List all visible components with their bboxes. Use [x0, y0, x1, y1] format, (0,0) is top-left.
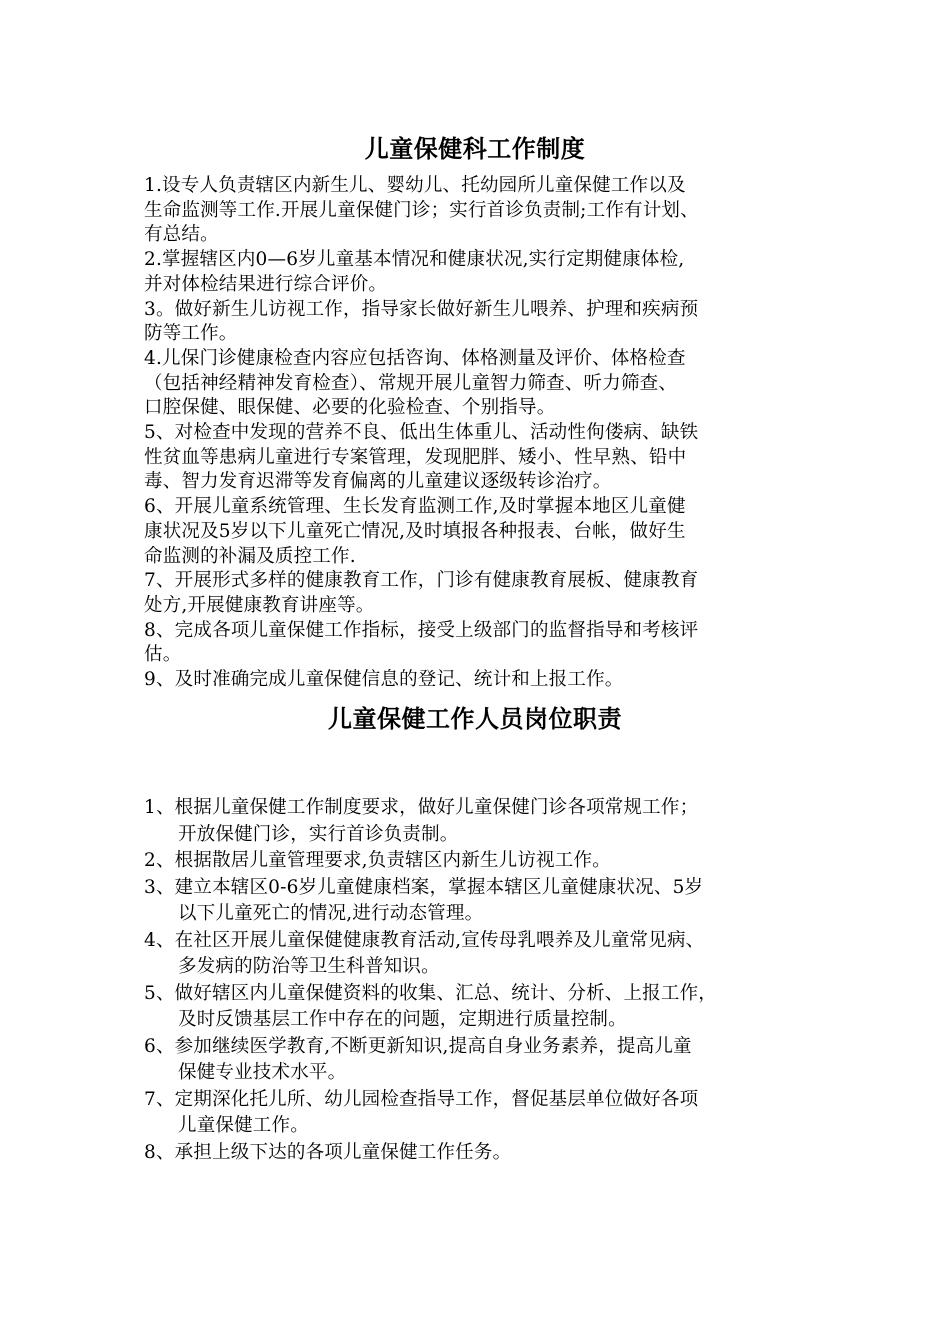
rule-line: 1.设专人负责辖区内新生儿、婴幼儿、托幼园所儿童保健工作以及: [144, 175, 686, 196]
duty-item: [144, 1140, 834, 1167]
rule-line: 估。: [144, 644, 182, 666]
rule-line: 5、对检查中发现的营养不良、低出生体重儿、活动性佝偻病、缺铁: [144, 422, 699, 444]
duty-item-continuation: 开放保健门诊，实行首诊负责制。: [178, 823, 459, 845]
rule-line: 并对体检结果进行综合评价。: [144, 273, 388, 295]
duty-item: [144, 928, 834, 981]
duty-item-line: 7、定期深化托儿所、幼儿园检查指导工作，督促基层单位做好各项: [144, 1088, 699, 1110]
rule-line: 6、开展儿童系统管理、生长发育监测工作,及时掌握本地区儿童健: [144, 496, 686, 518]
duty-item: [144, 1087, 834, 1140]
rule-line: 性贫血等患病儿童进行专案管理，发现肥胖、矮小、性早熟、铅中: [144, 446, 687, 468]
duty-item: [144, 848, 834, 875]
duty-item-line: 5、做好辖区内儿童保健资料的收集、汇总、统计、分析、上报工作，: [144, 982, 717, 1004]
duties-section: [144, 795, 834, 1166]
duty-item-continuation: 多发病的防治等卫生科普知识。: [178, 956, 440, 977]
duty-item: [144, 981, 834, 1034]
duty-item-line: 1、根据儿童保健工作制度要求，做好儿童保健门诊各项常规工作；: [144, 797, 699, 818]
rule-line: 防等工作。: [144, 323, 238, 345]
duty-item-line: 6、参加继续医学教育,不断更新知识,提高自身业务素养，提高儿童: [144, 1035, 692, 1057]
duty-item: [144, 875, 834, 928]
rule-line: 3。做好新生儿访视工作，指导家长做好新生儿喂养、护理和疾病预: [144, 298, 699, 320]
duty-item-line: 8、承担上级下达的各项儿童保健工作任务。: [144, 1141, 512, 1163]
work-rules-section: [144, 174, 824, 693]
duty-item-continuation: 以下儿童死亡的情况,进行动态管理。: [178, 903, 484, 924]
rule-line: 有总结。: [144, 224, 219, 246]
duty-item-continuation: 及时反馈基层工作中存在的问题，定期进行质量控制。: [178, 1009, 627, 1030]
duty-item-continuation: 保健专业技术水平。: [178, 1062, 347, 1083]
rule-line: 毒、智力发育迟滞等发育偏离的儿童建议逐级转诊治疗。: [144, 471, 612, 493]
rule-line: 8、完成各项儿童保健工作指标，接受上级部门的监督指导和考核评: [144, 619, 699, 641]
rule-line: 康状况及5岁以下儿童死亡情况,及时填报各种报表、台帐，做好生: [144, 520, 686, 542]
duty-item-line: 2、根据散居儿童管理要求,负责辖区内新生儿访视工作。: [144, 850, 611, 871]
rule-line: 9、及时准确完成儿童保健信息的登记、统计和上报工作。: [144, 669, 624, 691]
rule-line: （包括神经精神发育检查）、常规开展儿童智力筛查、听力筛查、: [144, 372, 678, 394]
rule-line: 生命监测等工作.开展儿童保健门诊；实行首诊负责制;工作有计划、: [144, 199, 699, 221]
duty-item-continuation: 儿童保健工作。: [178, 1115, 309, 1136]
rule-line: 4.儿保门诊健康检查内容应包括咨询、体格测量及评价、体格检查: [144, 347, 686, 369]
duty-item: [144, 795, 834, 848]
rule-line: 2.掌握辖区内0—6岁儿童基本情况和健康状况,实行定期健康体检,: [144, 249, 685, 271]
duty-item: [144, 1034, 834, 1087]
rule-line: 命监测的补漏及质控工作.: [144, 545, 356, 567]
duty-item-line: 4、在社区开展儿童保健健康教育活动,宣传母乳喂养及儿童常见病、: [144, 929, 705, 951]
section2-title: 儿童保健工作人员岗位职责: [328, 705, 622, 733]
rule-line: 口腔保健、眼保健、必要的化验检查、个别指导。: [144, 397, 556, 419]
duty-item-line: 3、建立本辖区0-6岁儿童健康档案，掌握本辖区儿童健康状况、5岁: [144, 876, 704, 898]
rule-line: 7、开展形式多样的健康教育工作，门诊有健康教育展板、健康教育: [144, 570, 699, 592]
section1-title: 儿童保健科工作制度: [364, 135, 586, 163]
rule-line: 处方,开展健康教育讲座等。: [144, 594, 375, 616]
